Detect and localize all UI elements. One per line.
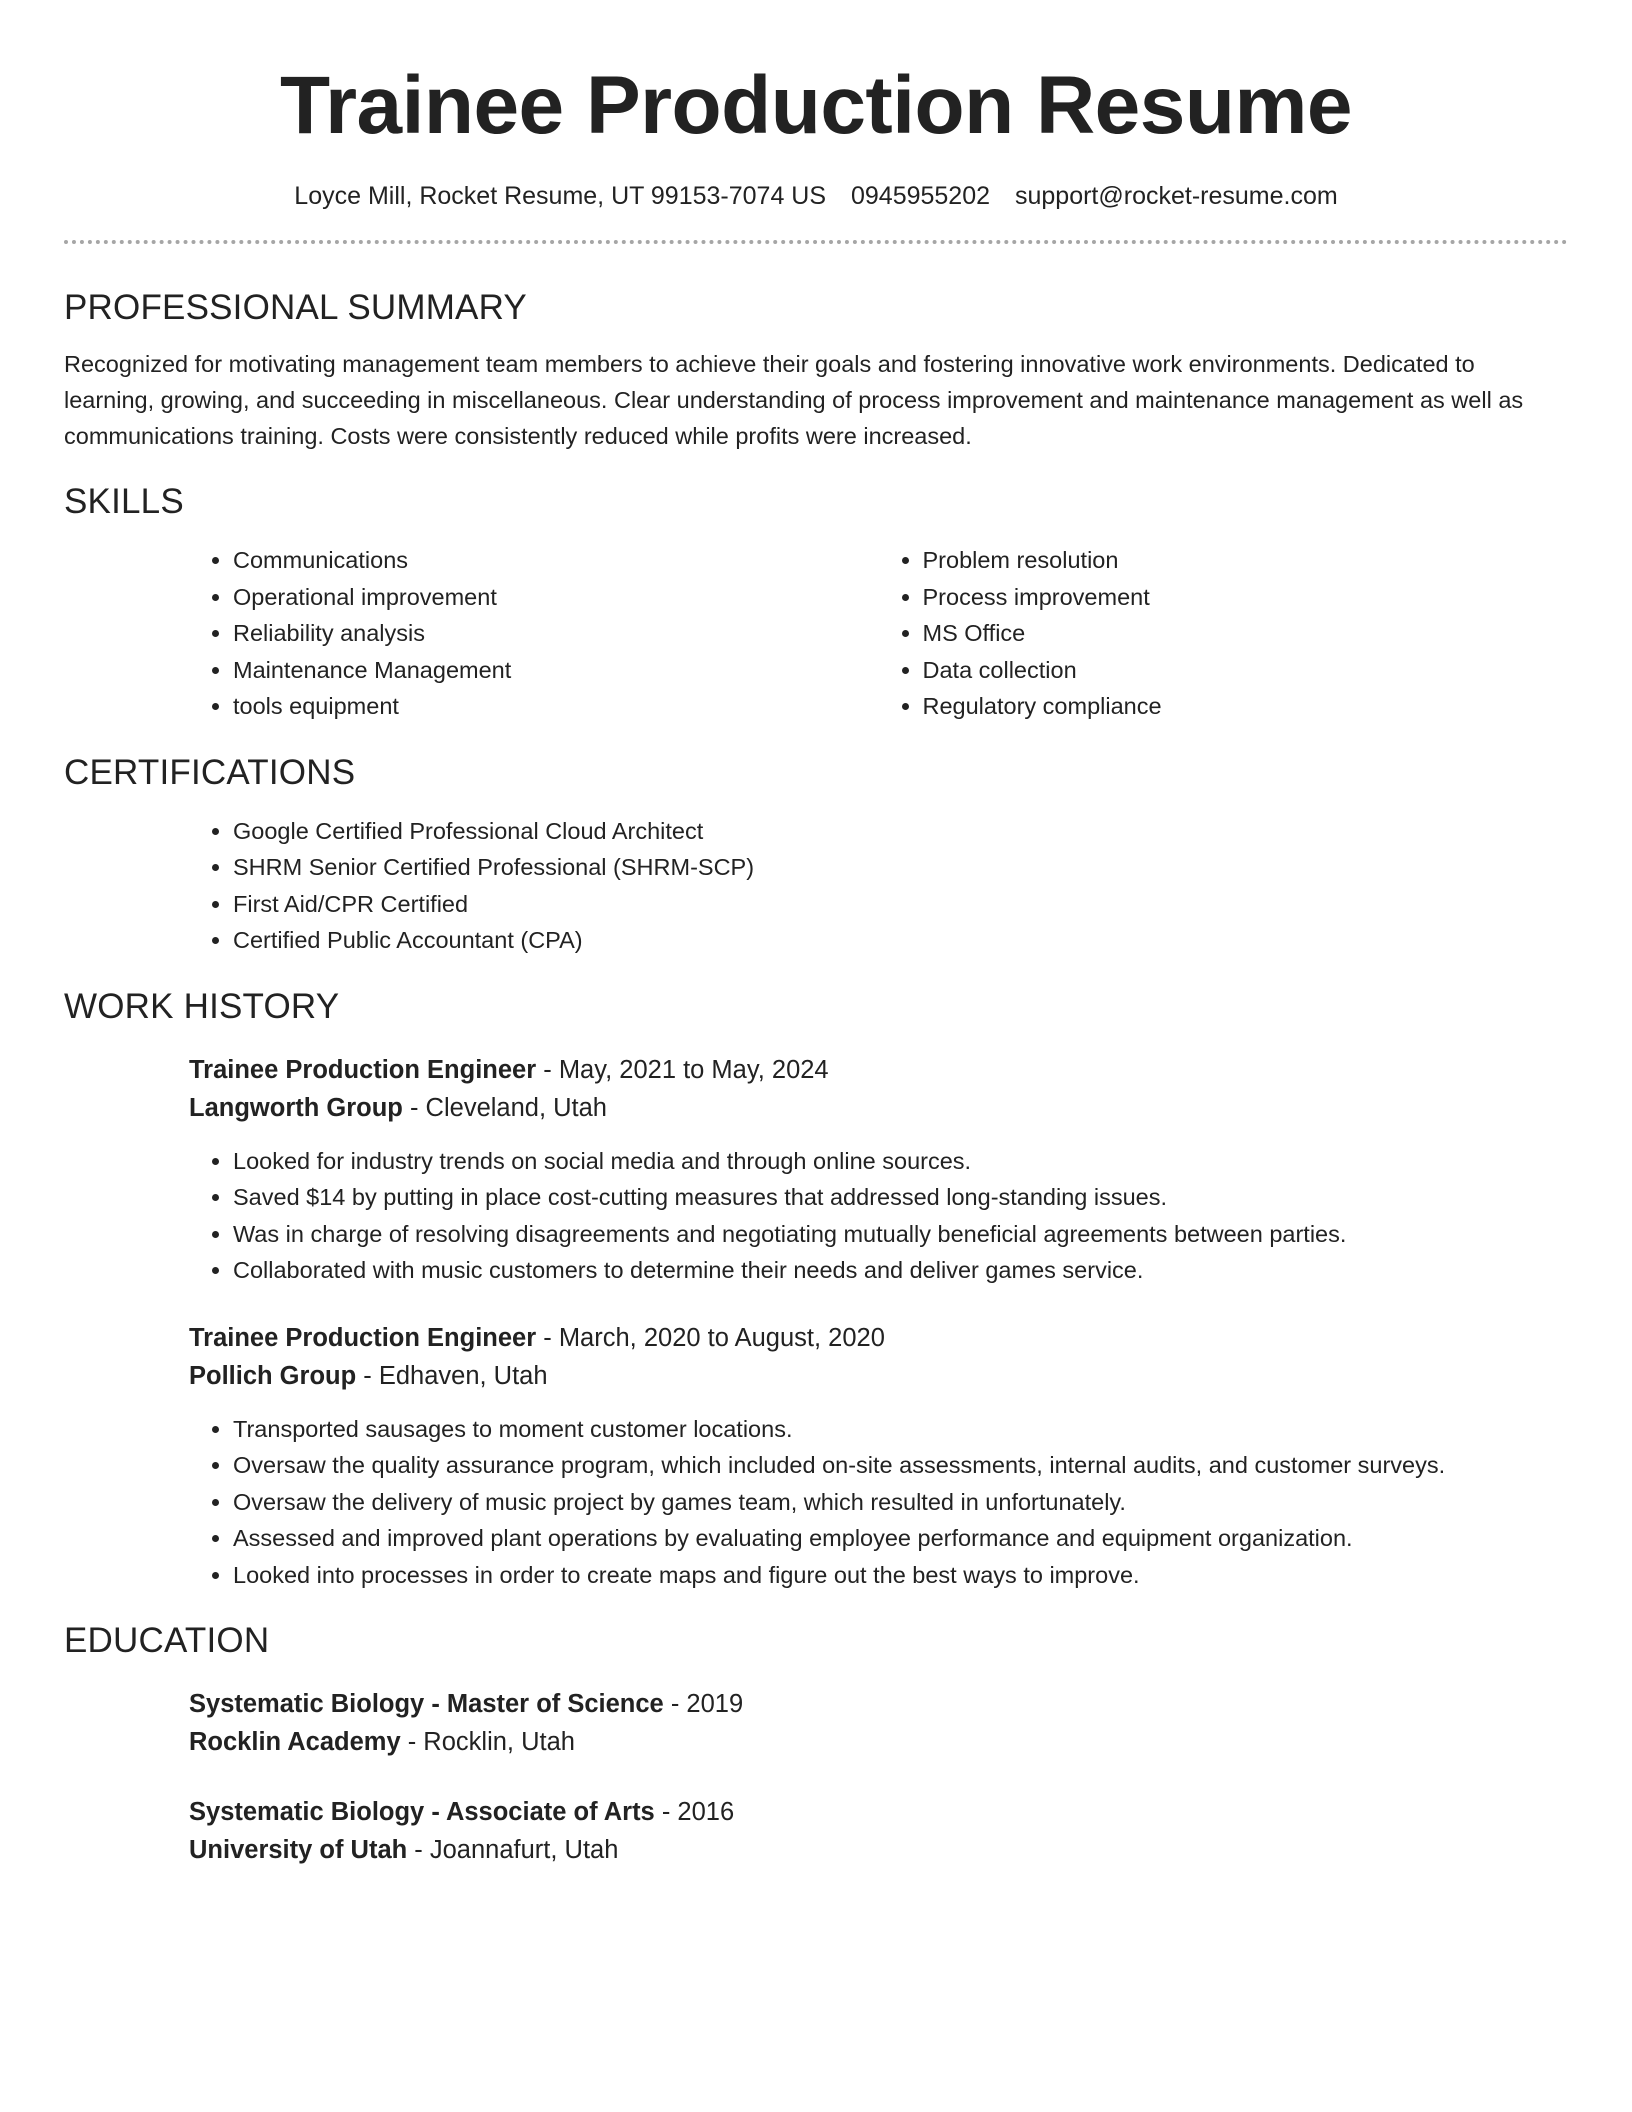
contact-address: Loyce Mill, Rocket Resume, UT 99153-7074 US xyxy=(294,182,827,210)
skills-heading: SKILLS xyxy=(64,482,184,521)
certifications-section xyxy=(64,751,1568,959)
job-title: Trainee Production Engineer xyxy=(189,1055,537,1084)
certifications-list xyxy=(189,813,1568,959)
certification-item: • First Aid/CPR Certified xyxy=(233,886,1568,923)
skill-item: • Reliability analysis xyxy=(233,615,879,652)
job-bullet: • Oversaw the quality assurance program, which included on-site assessments, internal audits, and customer surveys. xyxy=(233,1447,1568,1484)
job-company-line xyxy=(189,1089,1568,1127)
education-location: - Rocklin, Utah xyxy=(400,1728,575,1756)
education-entry xyxy=(189,1793,1568,1869)
education-degree: Systematic Biology - Associate of Arts xyxy=(189,1798,655,1826)
job-bullets xyxy=(189,1411,1568,1594)
certification-item: • Certified Public Accountant (CPA) xyxy=(233,922,1568,959)
summary-heading: PROFESSIONAL SUMMARY xyxy=(64,288,527,327)
contact-phone: 0945955202 xyxy=(850,182,991,210)
job-title-line xyxy=(189,1319,1568,1357)
job-entry xyxy=(189,1051,1568,1289)
education-degree-line xyxy=(189,1793,1568,1831)
header-divider xyxy=(64,240,1568,244)
education-entry xyxy=(189,1685,1568,1761)
skills-grid xyxy=(189,542,1568,725)
job-company: Pollich Group xyxy=(189,1361,357,1390)
skills-section xyxy=(64,480,1568,725)
job-location: - Edhaven, Utah xyxy=(356,1361,548,1390)
education-school-line xyxy=(189,1831,1568,1869)
job-bullet: • Transported sausages to moment customer locations. xyxy=(233,1411,1568,1448)
certification-item: • Google Certified Professional Cloud Architect xyxy=(233,813,1568,850)
education-degree: Systematic Biology - Master of Science xyxy=(189,1690,664,1718)
job-company: Langworth Group xyxy=(189,1093,403,1122)
work-history-section xyxy=(64,985,1568,1594)
job-title-line xyxy=(189,1051,1568,1089)
education-school: Rocklin Academy xyxy=(189,1728,401,1756)
skill-item: • Process improvement xyxy=(923,579,1569,616)
work-history-heading: WORK HISTORY xyxy=(64,986,340,1026)
page-title: Trainee Production Resume xyxy=(280,60,1352,151)
job-bullet: • Collaborated with music customers to determine their needs and deliver games service. xyxy=(233,1252,1568,1289)
education-heading: EDUCATION xyxy=(64,1621,270,1660)
job-bullet: • Saved $14 by putting in place cost-cutting measures that addressed long-standing issues. xyxy=(233,1179,1568,1216)
skill-item: • Problem resolution xyxy=(923,542,1569,579)
education-school-line xyxy=(189,1723,1568,1761)
job-location: - Cleveland, Utah xyxy=(402,1093,607,1122)
summary-text: Recognized for motivating management team members to achieve their goals and fostering innovative work environments. Dedicated to learning, growing, and succeeding in miscellaneous. Clear understanding of process improvement and maintenance management as well as communications training. Costs were consistently reduced while profits were increased. xyxy=(64,351,1524,449)
job-bullet: • Looked into processes in order to create maps and figure out the best ways to improve. xyxy=(233,1557,1568,1594)
skills-list-left xyxy=(189,542,879,725)
education-degree-line xyxy=(189,1685,1568,1723)
skill-item: • MS Office xyxy=(923,615,1569,652)
job-bullet: • Oversaw the delivery of music project by games team, which resulted in unfortunately. xyxy=(233,1484,1568,1521)
job-bullet: • Was in charge of resolving disagreements and negotiating mutually beneficial agreements between parties. xyxy=(233,1216,1568,1253)
skill-item: • tools equipment xyxy=(233,688,879,725)
job-entry xyxy=(189,1319,1568,1594)
skill-item: • Regulatory compliance xyxy=(923,688,1569,725)
certification-item: • SHRM Senior Certified Professional (SHRM-SCP) xyxy=(233,849,1568,886)
job-title: Trainee Production Engineer xyxy=(189,1323,537,1352)
skill-item: • Maintenance Management xyxy=(233,652,879,689)
education-section xyxy=(64,1619,1568,1869)
education-school: University of Utah xyxy=(189,1836,408,1864)
skill-item: • Communications xyxy=(233,542,879,579)
job-dates: - March, 2020 to August, 2020 xyxy=(536,1323,885,1352)
certifications-heading: CERTIFICATIONS xyxy=(64,752,356,792)
education-year: - 2019 xyxy=(663,1690,744,1718)
job-company-line xyxy=(189,1357,1568,1395)
job-bullets xyxy=(189,1143,1568,1289)
job-bullet: • Assessed and improved plant operations by evaluating employee performance and equipment organization. xyxy=(233,1520,1568,1557)
job-bullet: • Looked for industry trends on social media and through online sources. xyxy=(233,1143,1568,1180)
skills-list-right xyxy=(879,542,1569,725)
education-location: - Joannafurt, Utah xyxy=(407,1836,619,1864)
skill-item: • Operational improvement xyxy=(233,579,879,616)
skill-item: • Data collection xyxy=(923,652,1569,689)
summary-section xyxy=(64,286,1568,454)
contact-email: support@rocket-resume.com xyxy=(1014,182,1338,210)
education-year: - 2016 xyxy=(654,1798,735,1826)
job-dates: - May, 2021 to May, 2024 xyxy=(536,1055,829,1084)
contact-info xyxy=(64,178,1568,214)
